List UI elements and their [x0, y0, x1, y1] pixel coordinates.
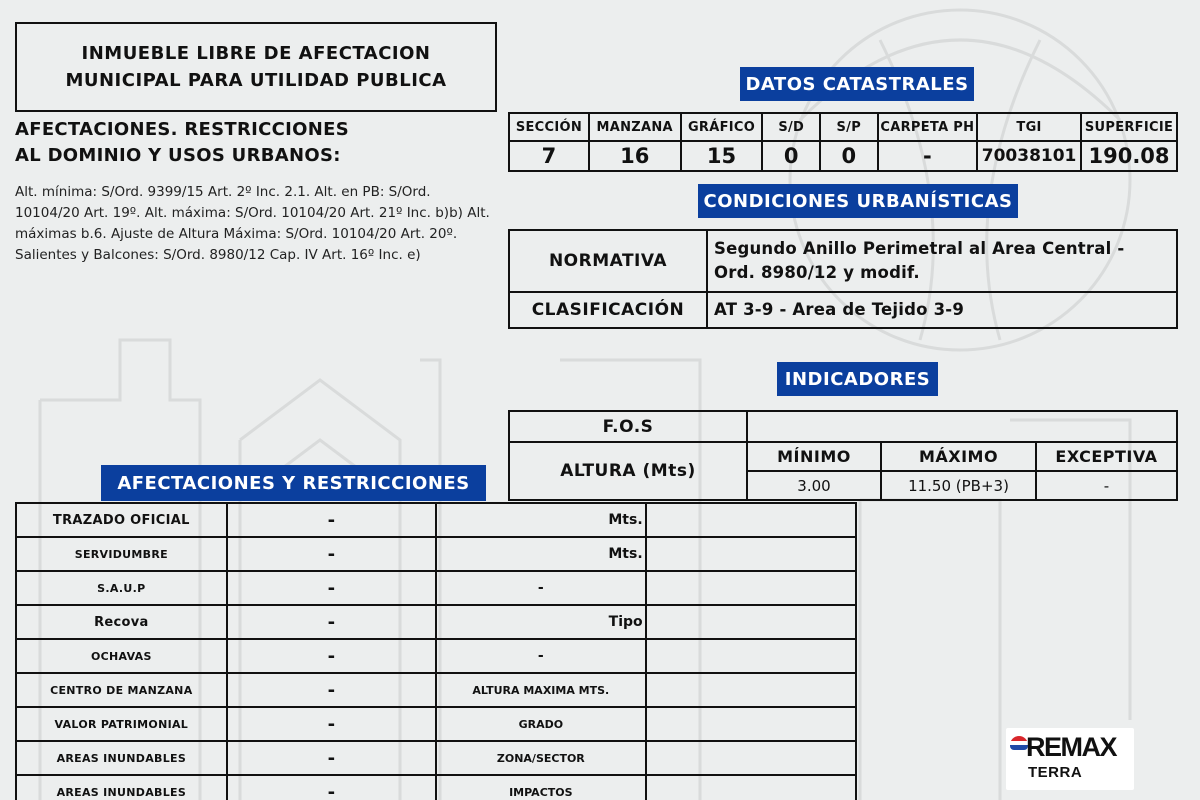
- clasificacion-label: CLASIFICACIÓN: [509, 292, 707, 328]
- row-label: S.A.U.P: [16, 571, 227, 605]
- row-extra: [646, 673, 856, 707]
- row-unit: -: [436, 639, 646, 673]
- afectaciones-table: [15, 502, 857, 800]
- row-label: SERVIDUMBRE: [16, 537, 227, 571]
- row-label: Recova: [16, 605, 227, 639]
- row-unit: GRADO: [436, 707, 646, 741]
- row-label: CENTRO DE MANZANA: [16, 673, 227, 707]
- row-value: -: [227, 571, 436, 605]
- table-row: [16, 537, 856, 571]
- fos-value: [747, 411, 1177, 442]
- document-title-box: [15, 22, 497, 112]
- val-sp: 0: [820, 141, 878, 171]
- restrictions-heading: [15, 117, 485, 169]
- row-value: -: [227, 707, 436, 741]
- remax-terra-logo: [1006, 728, 1134, 790]
- exceptiva-label: EXCEPTIVA: [1036, 442, 1177, 471]
- table-row: [16, 639, 856, 673]
- row-unit: -: [436, 571, 646, 605]
- val-superficie: 190.08: [1081, 141, 1177, 171]
- col-carpeta-ph: CARPETA PH: [878, 113, 978, 141]
- row-value: -: [227, 503, 436, 537]
- col-manzana: MANZANA: [589, 113, 681, 141]
- altura-label: ALTURA (Mts): [509, 442, 747, 500]
- col-superficie: SUPERFICIE: [1081, 113, 1177, 141]
- val-manzana: 16: [589, 141, 681, 171]
- row-extra: [646, 707, 856, 741]
- document-title-line2: MUNICIPAL PARA UTILIDAD PUBLICA: [65, 70, 447, 91]
- row-value: -: [227, 673, 436, 707]
- row-unit: ALTURA MAXIMA MTS.: [436, 673, 646, 707]
- row-unit: IMPACTOS: [436, 775, 646, 800]
- table-row: [16, 605, 856, 639]
- row-extra: [646, 571, 856, 605]
- col-tgi: TGI: [977, 113, 1081, 141]
- row-value: -: [227, 605, 436, 639]
- row-value: -: [227, 537, 436, 571]
- document-title-line1: INMUEBLE LIBRE DE AFECTACION: [81, 43, 431, 64]
- table-row: [16, 707, 856, 741]
- indicadores-header: INDICADORES: [777, 362, 938, 396]
- table-row: [16, 673, 856, 707]
- maximo-value: 11.50 (PB+3): [881, 471, 1036, 500]
- row-label: TRAZADO OFICIAL: [16, 503, 227, 537]
- table-row: [16, 741, 856, 775]
- row-unit: Mts.: [436, 537, 646, 571]
- row-extra: [646, 503, 856, 537]
- restrictions-text: Alt. mínima: S/Ord. 9399/15 Art. 2º Inc. 2.1. Alt. en PB: S/Ord. 10104/20 Art. 19º. Alt. máxima: S/Ord. 10104/20 Art. 21º Inc. b)b) Alt. máximas b.6. Ajuste de Altura Máxima: S/Ord. 10104/20 Art. 20º. Salientes y Balcones: S/Ord. 8980/12 Cap. IV Art. 16º Inc. e): [15, 184, 490, 263]
- row-label: AREAS INUNDABLES: [16, 741, 227, 775]
- row-value: -: [227, 775, 436, 800]
- val-sd: 0: [762, 141, 820, 171]
- val-seccion: 7: [509, 141, 589, 171]
- afectaciones-header: AFECTACIONES Y RESTRICCIONES: [101, 465, 486, 501]
- row-extra: [646, 741, 856, 775]
- minimo-value: 3.00: [747, 471, 881, 500]
- col-sp: S/P: [820, 113, 878, 141]
- exceptiva-value: -: [1036, 471, 1177, 500]
- col-seccion: SECCIÓN: [509, 113, 589, 141]
- normativa-label: NORMATIVA: [509, 230, 707, 292]
- col-grafico: GRÁFICO: [681, 113, 763, 141]
- row-extra: [646, 605, 856, 639]
- row-extra: [646, 639, 856, 673]
- restrictions-heading-line1: AFECTACIONES. RESTRICCIONES: [15, 119, 349, 140]
- row-label: VALOR PATRIMONIAL: [16, 707, 227, 741]
- row-extra: [646, 537, 856, 571]
- row-extra: [646, 775, 856, 800]
- row-value: -: [227, 741, 436, 775]
- row-unit: ZONA/SECTOR: [436, 741, 646, 775]
- minimo-label: MÍNIMO: [747, 442, 881, 471]
- clasificacion-value: AT 3-9 - Area de Tejido 3-9: [707, 292, 1177, 328]
- val-grafico: 15: [681, 141, 763, 171]
- logo-brand: REMAX: [1026, 732, 1117, 762]
- row-label: OCHAVAS: [16, 639, 227, 673]
- condiciones-table: [508, 229, 1178, 329]
- catastral-table: [508, 112, 1178, 172]
- catastral-header: DATOS CATASTRALES: [740, 67, 974, 101]
- maximo-label: MÁXIMO: [881, 442, 1036, 471]
- row-label: AREAS INUNDABLES: [16, 775, 227, 800]
- val-tgi: 70038101: [977, 141, 1081, 171]
- fos-label: F.O.S: [509, 411, 747, 442]
- normativa-value: Segundo Anillo Perimetral al Area Central - Ord. 8980/12 y modif.: [707, 230, 1177, 292]
- row-value: -: [227, 639, 436, 673]
- table-row: [16, 571, 856, 605]
- indicadores-table: [508, 410, 1178, 501]
- row-unit: Tipo: [436, 605, 646, 639]
- restrictions-heading-line2: AL DOMINIO Y USOS URBANOS:: [15, 145, 341, 166]
- logo-sub: TERRA: [1028, 764, 1083, 781]
- table-row: [16, 775, 856, 800]
- condiciones-header: CONDICIONES URBANÍSTICAS: [698, 184, 1018, 218]
- col-sd: S/D: [762, 113, 820, 141]
- row-unit: Mts.: [436, 503, 646, 537]
- val-carpeta-ph: -: [878, 141, 978, 171]
- table-row: [16, 503, 856, 537]
